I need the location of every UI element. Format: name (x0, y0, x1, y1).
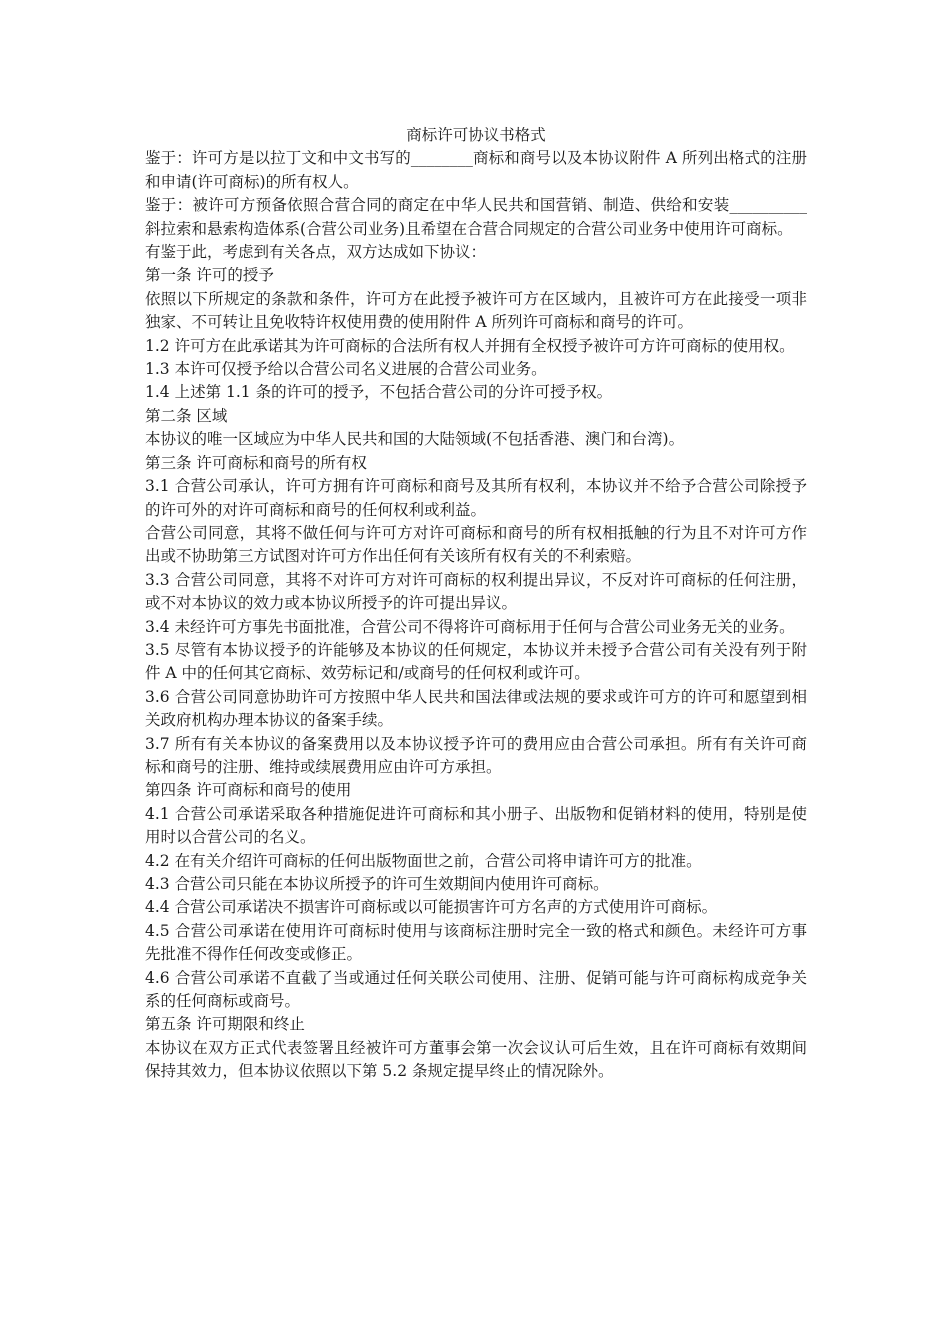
article-4-heading: 第四条 许可商标和商号的使用 (145, 781, 352, 800)
clause-4-3: 4.3 合营公司只能在本协议所授予的许可生效期间内使用许可商标。 (145, 875, 609, 893)
recital-1: 鉴于：许可方是以拉丁文和中文书写的________商标和商号以及本协议附件 A 所列出格式的注册和申请(许可商标)的所有权人。 (145, 149, 807, 191)
clause-3-2: 合营公司同意，其将不做任何与许可方对许可商标和商号的所有权相抵触的行为且不对许可方作出或不协助第三方试图对许可方作出任何有关该所有权有关的不利索赔。 (145, 523, 807, 566)
clause-5-1: 本协议在双方正式代表签署且经被许可方董事会第一次会议认可后生效，且在许可商标有效期间保持其效力，但本协议依照以下第 5.2 条规定提早终止的情况除外。 (145, 1038, 807, 1081)
article-2-heading: 第二条 区域 (145, 406, 228, 425)
article-1-heading: 第一条 许可的授予 (145, 266, 274, 285)
clause-3-7: 3.7 所有有关本协议的备案费用以及本协议授予许可的费用应由合营公司承担。所有有关许可商标和商号的注册、维持或续展费用应由许可方承担。 (145, 734, 807, 776)
recital-2: 鉴于：被许可方预备依照合营合同的商定在中华人民共和国营销、制造、供给和安装__________斜拉索和悬索构造体系(合营公司业务)且希望在合营合同规定的合营公司业务中使用许可商标。 (145, 196, 807, 238)
clause-3-1: 3.1 合营公司承认，许可方拥有许可商标和商号及其所有权利，本协议并不给予合营公司除授予的许可外的对许可商标和商号的任何权利或利益。 (145, 477, 807, 519)
clause-4-4: 4.4 合营公司承诺决不损害许可商标或以可能损害许可方名声的方式使用许可商标。 (145, 898, 718, 917)
clause-2-1: 本协议的唯一区域应为中华人民共和国的大陆领域(不包括香港、澳门和台湾)。 (145, 430, 685, 449)
clause-1-4: 1.4 上述第 1.1 条的许可的授予，不包括合营公司的分许可授予权。 (145, 383, 613, 402)
clause-3-3: 3.3 合营公司同意，其将不对许可方对许可商标的权利提出异议，不反对许可商标的任何注册，或不对本协议的效力或本协议所授予的许可提出异议。 (145, 570, 807, 613)
article-3-heading: 第三条 许可商标和商号的所有权 (145, 453, 367, 472)
clause-4-5: 4.5 合营公司承诺在使用许可商标时使用与该商标注册时完全一致的格式和颜色。未经许可方事先批准不得作任何改变或修正。 (145, 921, 807, 964)
document-page (145, 124, 807, 1084)
clause-3-5: 3.5 尽管有本协议授予的许能够及本协议的任何规定，本协议并未授予合营公司有关没有列于附件 A 中的任何其它商标、效劳标记和/或商号的任何权利或许可。 (145, 640, 807, 683)
clause-4-1: 4.1 合营公司承诺采取各种措施促进许可商标和其小册子、出版物和促销材料的使用，特别是使用时以合营公司的名义。 (145, 804, 807, 847)
document-title: 商标许可协议书格式 (406, 126, 546, 144)
agreement-intro: 有鉴于此，考虑到有关各点，双方达成如下协议： (145, 243, 487, 262)
clause-3-4: 3.4 未经许可方事先书面批准，合营公司不得将许可商标用于任何与合营公司业务无关的业务。 (145, 617, 795, 636)
clause-1-2: 1.2 许可方在此承诺其为许可商标的合法所有权人并拥有全权授予被许可方许可商标的使用权。 (145, 336, 795, 355)
clause-1-3: 1.3 本许可仅授予给以合营公司名义进展的合营公司业务。 (145, 360, 547, 379)
clause-4-6: 4.6 合营公司承诺不直截了当或通过任何关联公司使用、注册、促销可能与许可商标构成竞争关系的任何商标或商号。 (145, 968, 807, 1011)
clause-3-6: 3.6 合营公司同意协助许可方按照中华人民共和国法律或法规的要求或许可方的许可和愿望到相关政府机构办理本协议的备案手续。 (145, 687, 807, 730)
article-5-heading: 第五条 许可期限和终止 (145, 1015, 305, 1034)
clause-1-1: 依照以下所规定的条款和条件，许可方在此授予被许可方在区域内，且被许可方在此接受一项非独家、不可转让且免收特许权使用费的使用附件 A 所列许可商标和商号的许可。 (145, 289, 807, 332)
clause-4-2: 4.2 在有关介绍许可商标的任何出版物面世之前，合营公司将申请许可方的批准。 (145, 851, 702, 870)
